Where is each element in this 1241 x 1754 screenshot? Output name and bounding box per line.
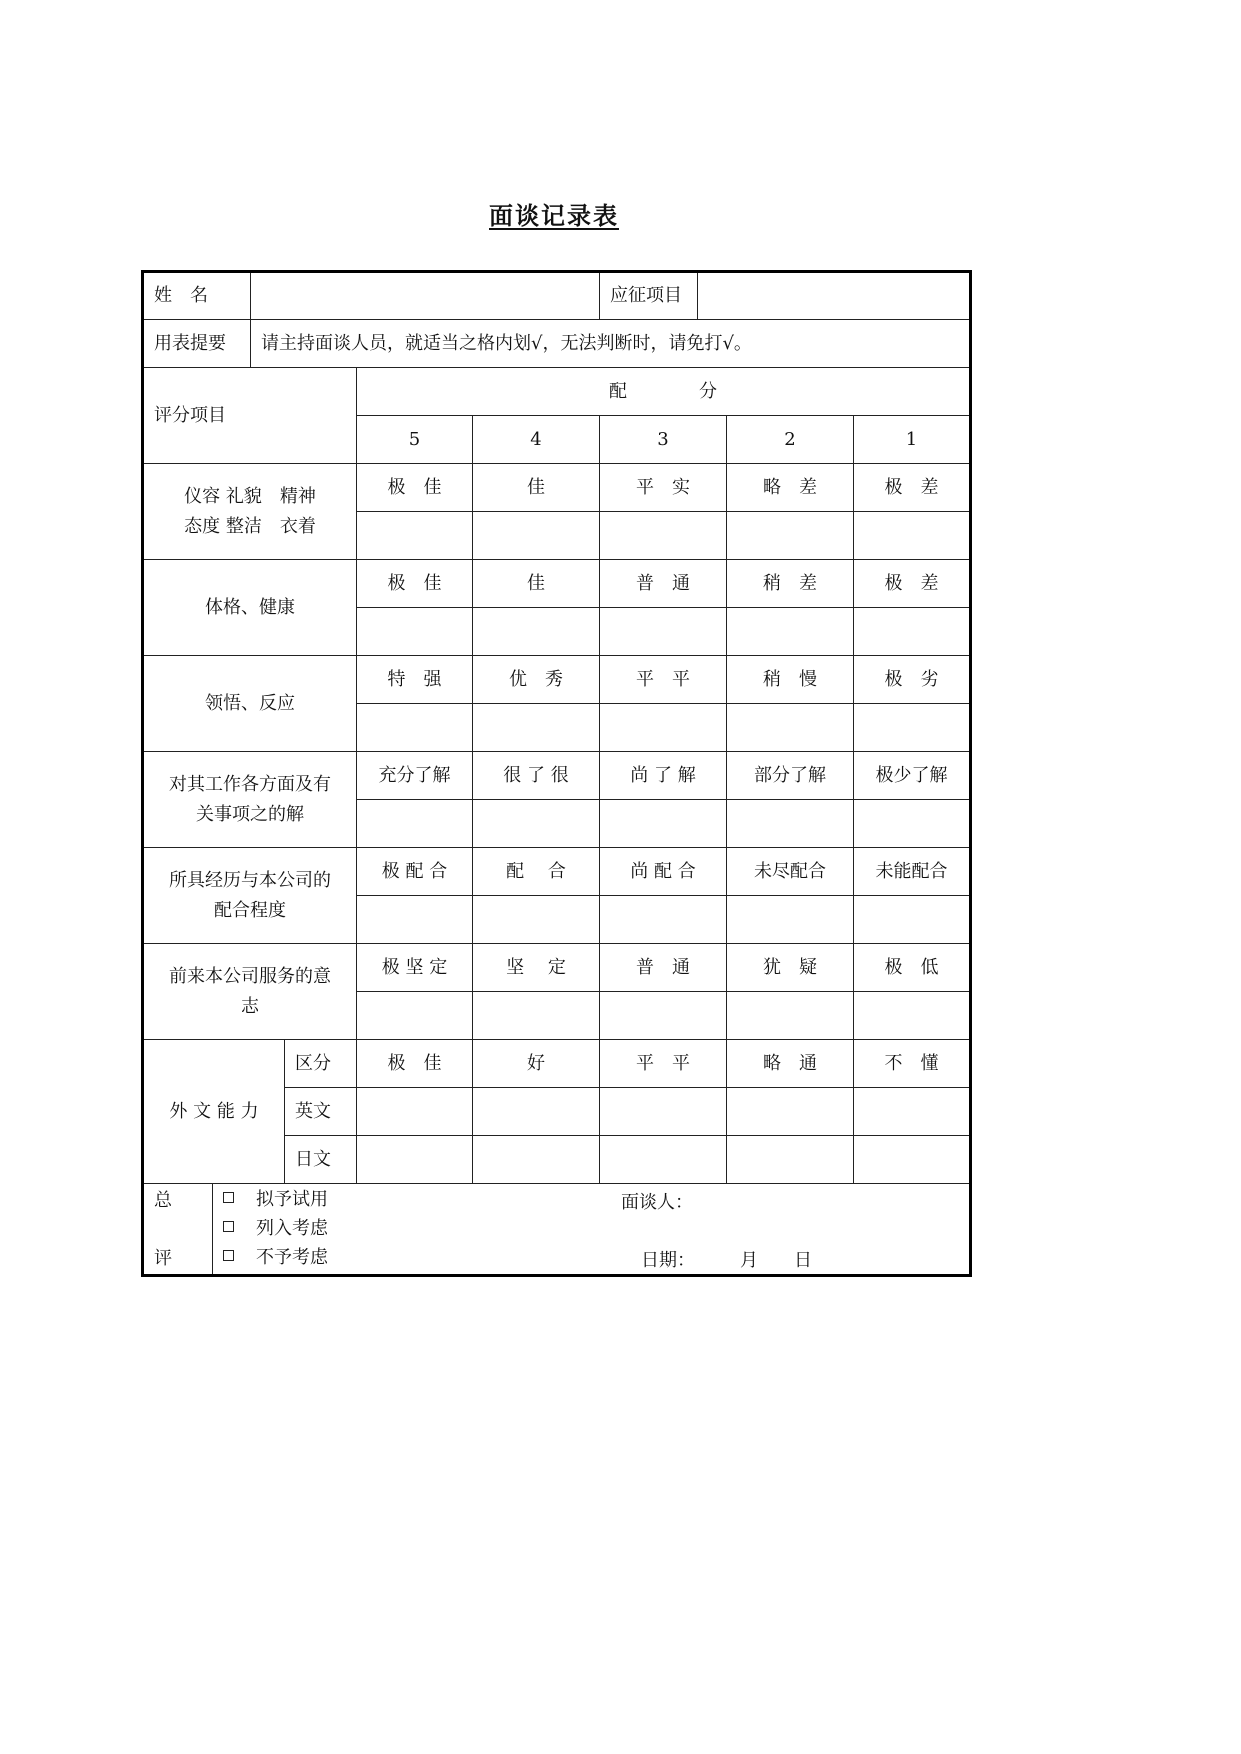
mark-cell[interactable] xyxy=(854,1088,971,1136)
language-option: 平 平 xyxy=(600,1040,727,1088)
criterion-label-experience-fit xyxy=(143,848,357,944)
date-label: 日期： 月 日 xyxy=(641,1250,812,1271)
name-field[interactable] xyxy=(251,272,600,320)
criterion-label-comprehension xyxy=(143,656,357,752)
form-title: 面谈记录表 xyxy=(489,202,619,230)
mark-cell[interactable] xyxy=(854,608,971,656)
language-option: 极 佳 xyxy=(357,1040,473,1088)
criterion-option: 佳 xyxy=(473,560,600,608)
language-japanese-label: 日文 xyxy=(285,1136,357,1184)
mark-cell[interactable] xyxy=(473,608,600,656)
mark-cell[interactable] xyxy=(854,992,971,1040)
mark-cell[interactable] xyxy=(357,992,473,1040)
criterion-option: 平 实 xyxy=(600,464,727,512)
mark-cell[interactable] xyxy=(357,704,473,752)
score-label: 配 分 xyxy=(357,368,971,416)
option-consider[interactable]: 列入考虑 xyxy=(223,1214,969,1243)
mark-cell[interactable] xyxy=(357,896,473,944)
language-english-label: 英文 xyxy=(285,1088,357,1136)
criterion-option: 很 了 很 xyxy=(473,752,600,800)
mark-cell[interactable] xyxy=(600,704,727,752)
score-2: 2 xyxy=(727,416,854,464)
mark-cell[interactable] xyxy=(473,1088,600,1136)
mark-cell[interactable] xyxy=(854,1136,971,1184)
criterion-option: 极 差 xyxy=(854,560,971,608)
criterion-option: 部分了解 xyxy=(727,752,854,800)
criterion-option: 配 合 xyxy=(473,848,600,896)
criterion-option: 略 差 xyxy=(727,464,854,512)
option-reject[interactable]: 不予考虑 xyxy=(223,1243,969,1272)
mark-cell[interactable] xyxy=(473,512,600,560)
checkbox-icon[interactable] xyxy=(223,1250,234,1261)
criterion-option: 极 佳 xyxy=(357,464,473,512)
mark-cell[interactable] xyxy=(357,1088,473,1136)
mark-cell[interactable] xyxy=(600,896,727,944)
criterion-label-appearance xyxy=(143,464,357,560)
criterion-option: 普 通 xyxy=(600,944,727,992)
summary-label xyxy=(143,1184,213,1276)
mark-cell[interactable] xyxy=(727,992,854,1040)
mark-cell[interactable] xyxy=(357,800,473,848)
criterion-option: 平 平 xyxy=(600,656,727,704)
criterion-label-line1: 体格、健康 xyxy=(205,596,295,618)
language-option: 略 通 xyxy=(727,1040,854,1088)
criterion-label-line2: 态度 整洁 衣着 xyxy=(184,515,316,537)
mark-cell[interactable] xyxy=(727,896,854,944)
criterion-label-line1: 所具经历与本公司的 xyxy=(169,869,331,891)
summary-label-bottom: 评 xyxy=(154,1248,172,1269)
mark-cell[interactable] xyxy=(854,800,971,848)
criterion-label-line1: 仪容 礼貌 精神 xyxy=(184,485,316,507)
criterion-option: 尚 配 合 xyxy=(600,848,727,896)
criterion-label-line2: 配合程度 xyxy=(214,899,286,921)
mark-cell[interactable] xyxy=(727,1088,854,1136)
mark-cell[interactable] xyxy=(727,608,854,656)
checkbox-icon[interactable] xyxy=(223,1221,234,1232)
mark-cell[interactable] xyxy=(357,1136,473,1184)
score-item-label: 评分项目 xyxy=(143,368,357,464)
mark-cell[interactable] xyxy=(727,800,854,848)
language-ability-label: 外 文 能 力 xyxy=(143,1040,285,1184)
mark-cell[interactable] xyxy=(854,512,971,560)
criterion-label-health xyxy=(143,560,357,656)
summary-label-top: 总 xyxy=(154,1190,172,1211)
summary-options xyxy=(213,1184,969,1272)
criterion-option: 普 通 xyxy=(600,560,727,608)
language-header-label: 区分 xyxy=(285,1040,357,1088)
language-option: 好 xyxy=(473,1040,600,1088)
criterion-option: 坚 定 xyxy=(473,944,600,992)
position-field[interactable] xyxy=(698,272,971,320)
option-trial[interactable]: 拟予试用 xyxy=(223,1185,969,1214)
mark-cell[interactable] xyxy=(473,992,600,1040)
mark-cell[interactable] xyxy=(727,512,854,560)
criterion-label-line2: 关事项之的解 xyxy=(196,803,304,825)
criterion-option: 特 强 xyxy=(357,656,473,704)
checkbox-icon[interactable] xyxy=(223,1192,234,1203)
criterion-option: 充分了解 xyxy=(357,752,473,800)
mark-cell[interactable] xyxy=(600,512,727,560)
criterion-option: 极少了解 xyxy=(854,752,971,800)
mark-cell[interactable] xyxy=(473,1136,600,1184)
score-4: 4 xyxy=(473,416,600,464)
score-1: 1 xyxy=(854,416,971,464)
mark-cell[interactable] xyxy=(357,512,473,560)
mark-cell[interactable] xyxy=(473,704,600,752)
mark-cell[interactable] xyxy=(600,1136,727,1184)
interviewer-label: 面谈人： xyxy=(621,1192,693,1213)
mark-cell[interactable] xyxy=(854,896,971,944)
criterion-option: 极 劣 xyxy=(854,656,971,704)
criterion-option: 佳 xyxy=(473,464,600,512)
criterion-option: 极 坚 定 xyxy=(357,944,473,992)
mark-cell[interactable] xyxy=(600,800,727,848)
criterion-option: 尚 了 解 xyxy=(600,752,727,800)
score-5: 5 xyxy=(357,416,473,464)
criterion-option: 极 差 xyxy=(854,464,971,512)
criterion-option: 极 配 合 xyxy=(357,848,473,896)
criterion-label-line1: 对其工作各方面及有 xyxy=(169,773,331,795)
criterion-option: 极 低 xyxy=(854,944,971,992)
mark-cell[interactable] xyxy=(473,896,600,944)
criterion-option: 犹 疑 xyxy=(727,944,854,992)
mark-cell[interactable] xyxy=(854,704,971,752)
mark-cell[interactable] xyxy=(727,1136,854,1184)
language-option: 不 懂 xyxy=(854,1040,971,1088)
criterion-option: 优 秀 xyxy=(473,656,600,704)
name-label: 姓 名 xyxy=(143,272,251,320)
criterion-option: 稍 慢 xyxy=(727,656,854,704)
criterion-label-line1: 前来本公司服务的意 xyxy=(169,965,331,987)
mark-cell[interactable] xyxy=(600,1088,727,1136)
mark-cell[interactable] xyxy=(357,608,473,656)
criterion-label-commitment xyxy=(143,944,357,1040)
criterion-option: 极 佳 xyxy=(357,560,473,608)
criterion-label-job-knowledge xyxy=(143,752,357,848)
note-label: 用表提要 xyxy=(143,320,251,368)
mark-cell[interactable] xyxy=(473,800,600,848)
criterion-label-line2: 志 xyxy=(241,995,259,1017)
interview-record-table xyxy=(141,270,972,1277)
mark-cell[interactable] xyxy=(600,608,727,656)
position-label: 应征项目 xyxy=(600,272,698,320)
note-text: 请主持面谈人员，就适当之格内划√，无法判断时，请免打√。 xyxy=(251,320,971,368)
criterion-option: 未能配合 xyxy=(854,848,971,896)
criterion-option: 稍 差 xyxy=(727,560,854,608)
mark-cell[interactable] xyxy=(727,704,854,752)
score-3: 3 xyxy=(600,416,727,464)
criterion-label-line1: 领悟、反应 xyxy=(205,692,295,714)
criterion-option: 未尽配合 xyxy=(727,848,854,896)
mark-cell[interactable] xyxy=(600,992,727,1040)
